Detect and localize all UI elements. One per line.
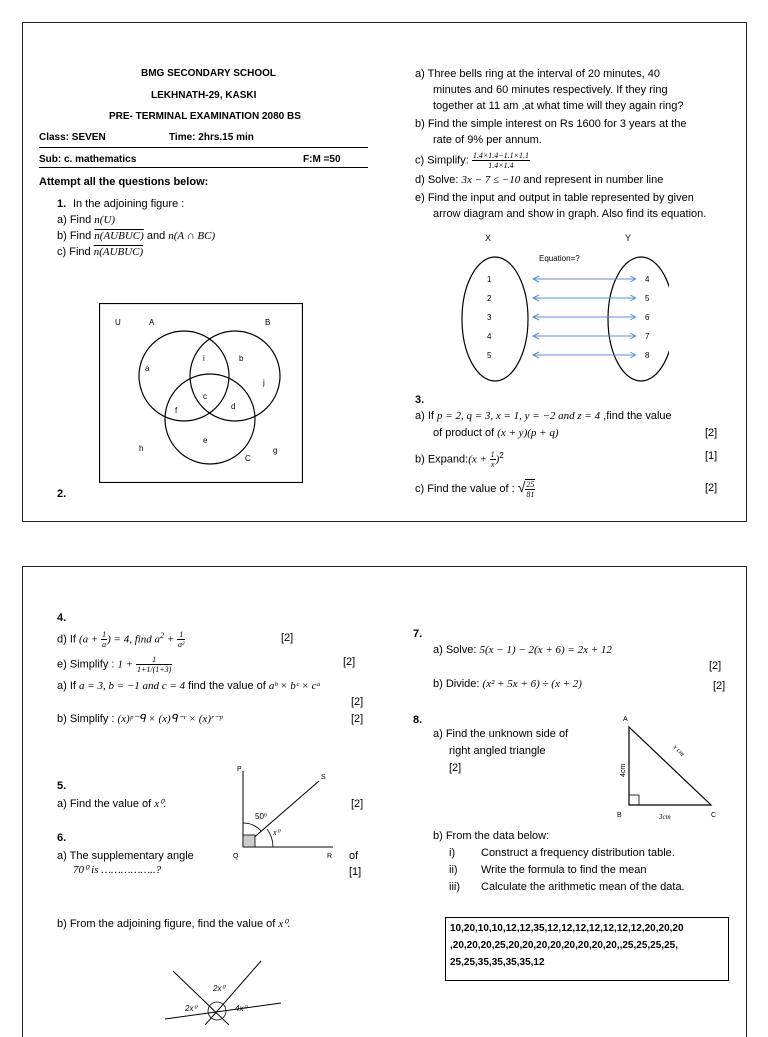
q1-c: c) Find n(AUBUC) <box>57 246 144 258</box>
venn-region-f: f <box>175 406 178 415</box>
line-2 <box>205 961 261 1025</box>
q6-a-marks: [1] <box>349 866 362 878</box>
q1-a: a) Find n(U) <box>57 214 116 226</box>
data-line-3: 25,25,35,35,35,35,12 <box>450 957 545 968</box>
q8-b-item-1: Construct a frequency distribution table. <box>481 847 675 859</box>
q6-a-of: of <box>349 850 359 862</box>
exam-title: PRE- TERMINAL EXAMINATION 2080 BS <box>109 111 301 122</box>
venn-region-a: a <box>145 364 150 373</box>
input-2: 2 <box>487 294 492 303</box>
right-angle-mark <box>243 835 255 847</box>
venn-circle-c <box>165 374 255 464</box>
q8-b-item-1-num: i) <box>449 847 456 859</box>
venn-region-h: h <box>139 444 144 453</box>
venn-diagram <box>99 303 303 483</box>
q3-b-marks: [1] <box>705 450 718 462</box>
q8-b-stem: b) From the data below: <box>433 830 550 842</box>
q3-c: c) Find the value of : √ $\frac{25}{81}$ <box>415 478 535 499</box>
q2-e-line2: arrow diagram and show in graph. Also find its equation. <box>433 208 707 220</box>
input-4: 4 <box>487 332 492 341</box>
q2-number: 2. <box>57 488 67 500</box>
time-label: Time: 2hrs.15 min <box>169 132 254 143</box>
q3-number: 3. <box>415 394 425 406</box>
q8-b-item-2-num: ii) <box>449 864 458 876</box>
q8-a-marks: [2] <box>449 762 462 774</box>
point-s: S <box>321 774 326 781</box>
q3-a-line1: a) If p = 2, q = 3, x = 1, y = −2 and z = 4 ,find the value <box>415 410 672 422</box>
venn-label-a: A <box>149 318 155 327</box>
vertex-c: C <box>711 812 717 819</box>
instruction: Attempt all the questions below: <box>39 176 209 188</box>
arrow-equation: Equation=? <box>539 254 580 263</box>
q4-d: d) If (a + $\frac{1}{a}$ ) = 4, find $a^2$ + $\frac{1}{\text{a²}}$ <box>57 630 185 650</box>
output-7: 7 <box>645 332 650 341</box>
angle-x: x⁰ <box>273 828 280 837</box>
q8-a-line2: right angled triangle <box>449 745 546 757</box>
q5-a: a) Find the value of x⁰. <box>57 798 167 810</box>
output-4: 4 <box>645 275 650 284</box>
venn-region-b: b <box>239 354 244 363</box>
q3-c-marks: [2] <box>705 482 718 494</box>
crossing-lines-figure <box>163 959 283 1025</box>
q2-a-line1: a) Three bells ring at the interval of 20 minutes, 40 <box>415 68 660 80</box>
point-q: Q <box>233 853 239 860</box>
q8-b-item-3-num: iii) <box>449 881 460 893</box>
venn-region-e: e <box>203 436 208 445</box>
side-ab: 4cm <box>620 763 627 777</box>
venn-label-c: C <box>245 454 251 463</box>
right-triangle <box>613 713 723 823</box>
full-marks: F:M =50 <box>303 154 341 165</box>
angle-figure <box>231 761 341 861</box>
q8-number: 8. <box>413 714 423 726</box>
output-8: 8 <box>645 351 650 360</box>
subject-label: Sub: c. mathematics <box>39 154 137 165</box>
vertex-a: A <box>623 716 628 723</box>
q4-a-marks: [2] <box>351 696 364 708</box>
triangle-abc <box>629 727 711 805</box>
q8-b-item-2: Write the formula to find the mean <box>481 864 647 876</box>
side-bc: 3cm <box>659 813 671 821</box>
q5-number: 5. <box>57 780 67 792</box>
q2-a-line2: minutes and 60 minutes respectively. If they ring <box>433 84 668 96</box>
input-5: 5 <box>487 351 492 360</box>
domain-oval <box>462 257 528 381</box>
angle-right: 4x⁰ <box>235 1004 247 1013</box>
class-label: Class: SEVEN <box>39 132 106 143</box>
q2-e-line1: e) Find the input and output in table represented by given <box>415 192 694 204</box>
output-5: 5 <box>645 294 650 303</box>
q6-number: 6. <box>57 832 67 844</box>
arrow-y-label: Y <box>625 233 632 243</box>
q8-b-item-3: Calculate the arithmetic mean of the data. <box>481 881 685 893</box>
q6-b: b) From the adjoining figure, find the value of x⁰. <box>57 918 291 930</box>
school-name: BMG SECONDARY SCHOOL <box>141 68 277 79</box>
q8-a-line1: a) Find the unknown side of <box>433 728 569 740</box>
line-3 <box>165 1003 281 1019</box>
q7-b-marks: [2] <box>713 680 726 692</box>
q4-d-marks: [2] <box>281 632 294 644</box>
q4-number: 4. <box>57 612 67 624</box>
side-ac: x cm <box>671 742 687 759</box>
q6-a-line2: 70⁰ is ……………..? <box>73 864 162 876</box>
vertex-b: B <box>617 812 622 819</box>
q2-c: c) Simplify: $\frac{1.4\times 1.4-1.1\times 1.1}{1.4\times 1.4}$ <box>415 151 530 170</box>
exam-page-1 <box>22 22 747 522</box>
q7-b: b) Divide: (x² + 5x + 6) ÷ (x + 2) <box>433 678 582 690</box>
q3-b: b) Expand:(x + $\frac{1}{x}$ )$^2$ <box>415 450 504 470</box>
input-3: 3 <box>487 313 492 322</box>
arrow-diagram <box>459 231 669 391</box>
triangle-right-angle <box>629 795 639 805</box>
subject-divider <box>39 167 368 168</box>
q7-a: a) Solve: 5(x − 1) − 2(x + 6) = 2x + 12 <box>433 644 612 656</box>
angle-left: 2x⁰ <box>185 1004 197 1013</box>
venn-label-b: B <box>265 318 271 327</box>
q4-b-marks: [2] <box>351 713 364 725</box>
venn-region-d: d <box>231 402 236 411</box>
q1-number: 1. <box>57 198 67 210</box>
q2-d: d) Solve: 3x − 7 ≤ −10 and represent in number line <box>415 174 664 186</box>
q4-e-marks: [2] <box>343 656 356 668</box>
q4-a: a) If a = 3, b = −1 and c = 4 find the value of aᵇ × bᶜ × cᵃ <box>57 680 321 692</box>
q6-a-line1: a) The supplementary angle <box>57 850 194 862</box>
q3-a-line2: of product of (x + y)(p + q) <box>433 427 559 439</box>
angle-top: 2x⁰ <box>213 984 225 993</box>
q3-a-marks: [2] <box>705 427 718 439</box>
point-p: P <box>237 766 242 773</box>
venn-region-g: g <box>273 446 278 455</box>
header-divider <box>39 147 368 148</box>
q5-a-marks: [2] <box>351 798 364 810</box>
q1-b: b) Find n(AUBUC) and n(A ∩ BC) <box>57 230 216 242</box>
input-1: 1 <box>487 275 492 284</box>
q2-b-line2: rate of 9% per annum. <box>433 134 542 146</box>
arrow-x-label: X <box>485 233 492 243</box>
q1-stem: In the adjoining figure : <box>73 198 185 210</box>
venn-universe-box <box>100 304 303 483</box>
venn-circle-a <box>139 331 229 421</box>
data-box <box>445 917 729 981</box>
q2-a-line3: together at 11 am ,at what time will they again ring? <box>433 100 684 112</box>
q2-b-line1: b) Find the simple interest on Rs 1600 for 3 years at the <box>415 118 687 130</box>
venn-region-i: i <box>203 354 205 363</box>
q7-a-marks: [2] <box>709 660 722 672</box>
data-line-1: 10,20,10,10,12,12,35,12,12,12,12,12,12,12,20,20,20 <box>450 923 684 934</box>
q4-b: b) Simplify : (x)ᵖ⁻ᑫ × (x)ᑫ⁻ʳ × (x)ʳ⁻ᵖ <box>57 713 223 725</box>
angle-50: 50⁰ <box>255 812 268 821</box>
output-6: 6 <box>645 313 650 322</box>
point-r: R <box>327 853 333 860</box>
venn-region-j: j <box>263 378 265 387</box>
venn-region-c: c <box>203 392 207 401</box>
school-address: LEKHNATH-29, KASKI <box>151 90 257 101</box>
q4-e: e) Simplify : 1 + $\frac{1}{1+1/(1+3)}$ <box>57 655 172 674</box>
q7-number: 7. <box>413 628 423 640</box>
data-line-2: ,20,20,20,25,20,20,20,20,20,20,20,20,,25,25,25,25, <box>450 940 678 951</box>
range-oval <box>608 257 669 381</box>
venn-label-u: U <box>115 318 121 327</box>
exam-page-2 <box>22 566 747 1037</box>
